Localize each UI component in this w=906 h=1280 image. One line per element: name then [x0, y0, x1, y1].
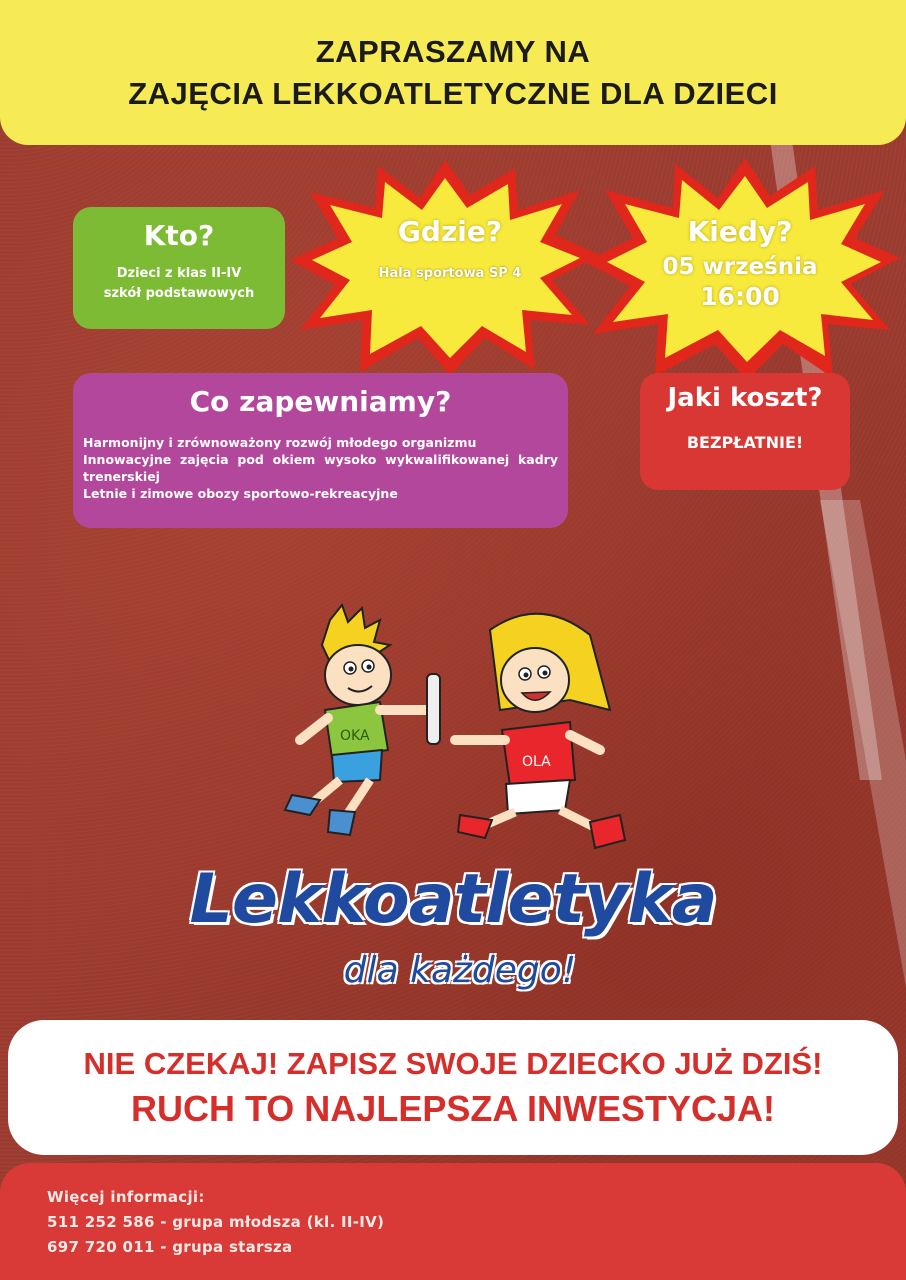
- offer-heading: Co zapewniamy?: [189, 385, 452, 418]
- girl-runner-icon: [455, 614, 625, 848]
- who-line-1: Dzieci z klas II-IV: [116, 266, 242, 281]
- footer-phone-older[interactable]: 697 720 011 - grupa starsza: [47, 1238, 293, 1256]
- offer-list: [83, 434, 558, 502]
- where-text-group: [350, 215, 550, 281]
- logo-title: Lekkoatletyka: [189, 860, 717, 939]
- offer-item: Innowacyjne zajęcia pod okiem wysoko wykwalifikowanej kadry trenerskiej: [83, 452, 558, 484]
- who-line-2: szkół podstawowych: [103, 286, 255, 301]
- boy-runner-icon: [285, 605, 440, 835]
- header-line-1: ZAPRASZAMY NA: [315, 33, 591, 69]
- boy-shirt-text: OKA: [340, 728, 370, 744]
- cta-line-2: RUCH TO NAJLEPSZA INWESTYCJA!: [130, 1087, 776, 1129]
- offer-box: [73, 373, 568, 528]
- footer-phone-younger[interactable]: 511 252 586 - grupa młodsza (kl. II-IV): [47, 1213, 385, 1231]
- header-banner: [0, 0, 906, 145]
- cost-heading: Jaki koszt?: [667, 383, 823, 413]
- who-box: [73, 207, 285, 329]
- logo-subtitle: dla każdego!: [343, 950, 577, 991]
- where-place: Hala sportowa SP 4: [378, 266, 522, 281]
- footer-info-label: Więcej informacji:: [47, 1188, 205, 1206]
- when-time: 16:00: [700, 282, 780, 311]
- header-line-2: ZAJĘCIA LEKKOATLETYCZNE DLA DZIECI: [128, 75, 778, 111]
- when-heading: Kiedy?: [687, 215, 793, 248]
- offer-item: Harmonijny i zrównoważony rozwój młodego organizmu: [83, 435, 477, 450]
- who-heading: Kto?: [143, 219, 215, 252]
- contact-footer: [0, 1163, 906, 1280]
- cost-box: [640, 373, 850, 490]
- offer-item: Letnie i zimowe obozy sportowo-rekreacyjne: [83, 486, 398, 501]
- when-date: 05 września: [662, 254, 818, 280]
- cost-value: BEZPŁATNIE!: [686, 433, 804, 452]
- girl-shirt-text: OLA: [522, 754, 551, 770]
- when-text-group: [640, 215, 840, 311]
- kids-relay-illustration: [270, 600, 650, 870]
- cta-line-1: NIE CZEKAJ! ZAPISZ SWOJE DZIECKO JUŻ DZIŚ!: [83, 1045, 823, 1081]
- call-to-action-box: [8, 1020, 898, 1155]
- where-heading: Gdzie?: [397, 215, 503, 248]
